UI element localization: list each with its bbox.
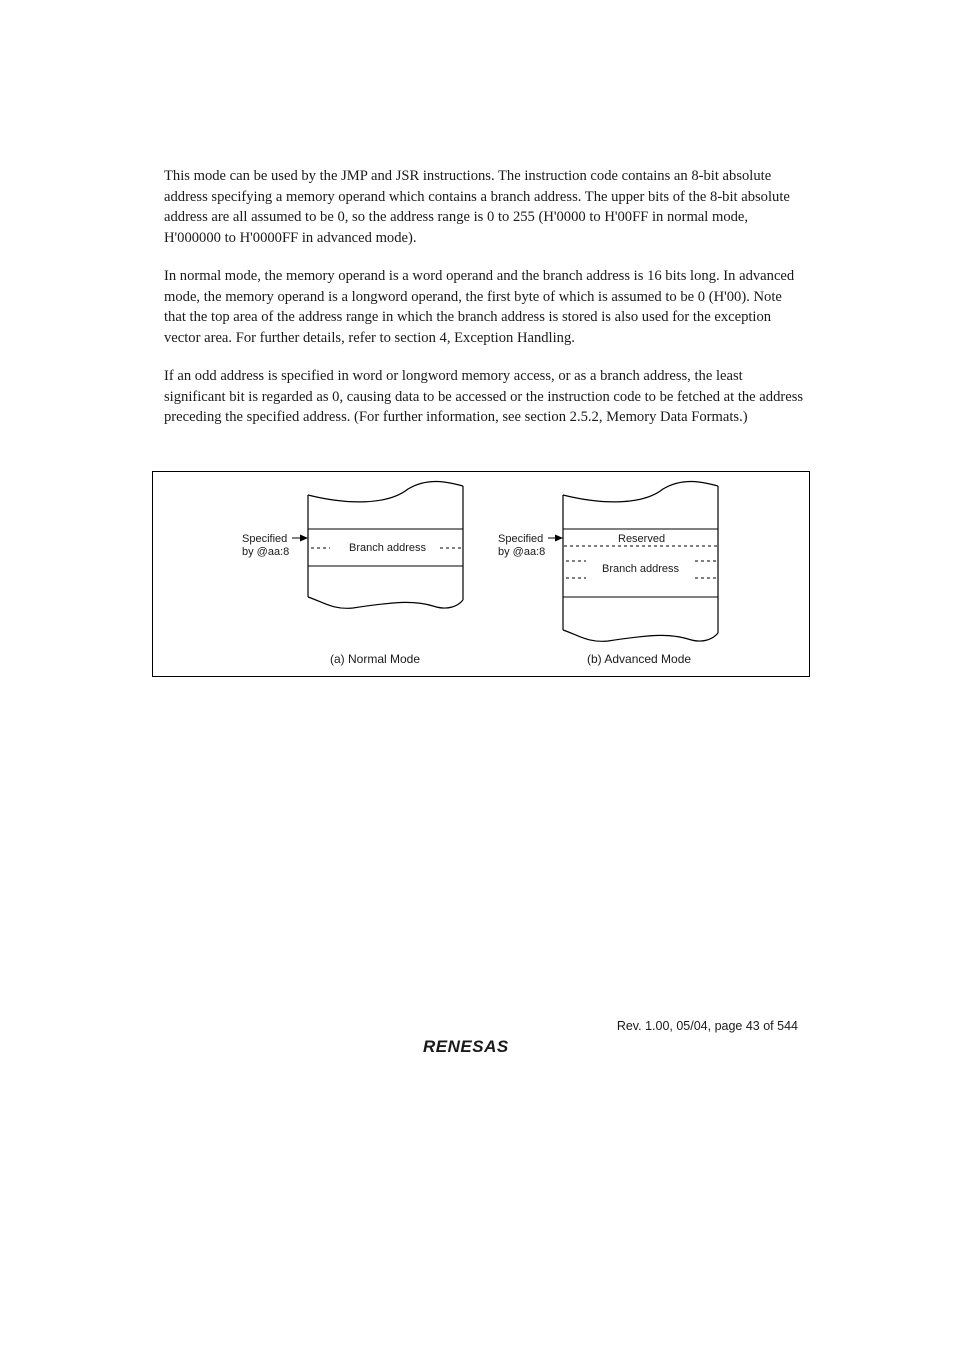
svg-text:RENESAS: RENESAS: [423, 1037, 509, 1056]
paragraph-odd-address: If an odd address is specified in word or longword memory access, or as a branch address, the least significant bit is regarded as 0, causing data to be accessed or the instruction code to be fetched at the address preceding the specified address. (For further information, see section 2.5.2, Memory Data Formats.): [164, 368, 804, 426]
normal-mode-caption: (a) Normal Mode: [330, 652, 421, 666]
advanced-reserved-label: Reserved: [618, 533, 666, 545]
advanced-specified-line1: Specified: [498, 533, 544, 545]
advanced-mode-memory-block: [563, 481, 718, 641]
paragraph-operand-size: In normal mode, the memory operand is a word operand and the branch address is 16 bits long. In advanced mode, the memory operand is a longword operand, the first byte of which is assumed to be 0 (H'00). Note that the top area of the address range in which the branch address is stored is also used for the exception vector area. For further details, refer to section 4, Exception Handling.: [164, 268, 795, 347]
advanced-mode-caption: (b) Advanced Mode: [587, 652, 692, 666]
normal-specified-line2: by @aa:8: [242, 546, 290, 558]
normal-specified-line1: Specified: [242, 533, 288, 545]
renesas-logo: [421, 1033, 543, 1057]
normal-branch-address-label: Branch address: [349, 542, 427, 554]
paragraph-intro: This mode can be used by the JMP and JSR instructions. The instruction code contains an 8-bit absolute address specifying a memory operand which contains a branch address. The upper bits of the 8-bit absolute address are all assumed to be 0, so the address range is 0 to 255 (H'0000 to H'00FF in normal mode, H'000000 to H'0000FF in advanced mode).: [164, 168, 790, 247]
normal-arrow-icon: [292, 535, 308, 542]
page-revision-info: Rev. 1.00, 05/04, page 43 of 544: [616, 1019, 798, 1033]
advanced-branch-address-label: Branch address: [602, 563, 680, 575]
memory-indirect-figure: [152, 471, 810, 677]
advanced-arrow-icon: [548, 535, 563, 542]
advanced-specified-line2: by @aa:8: [498, 546, 546, 558]
